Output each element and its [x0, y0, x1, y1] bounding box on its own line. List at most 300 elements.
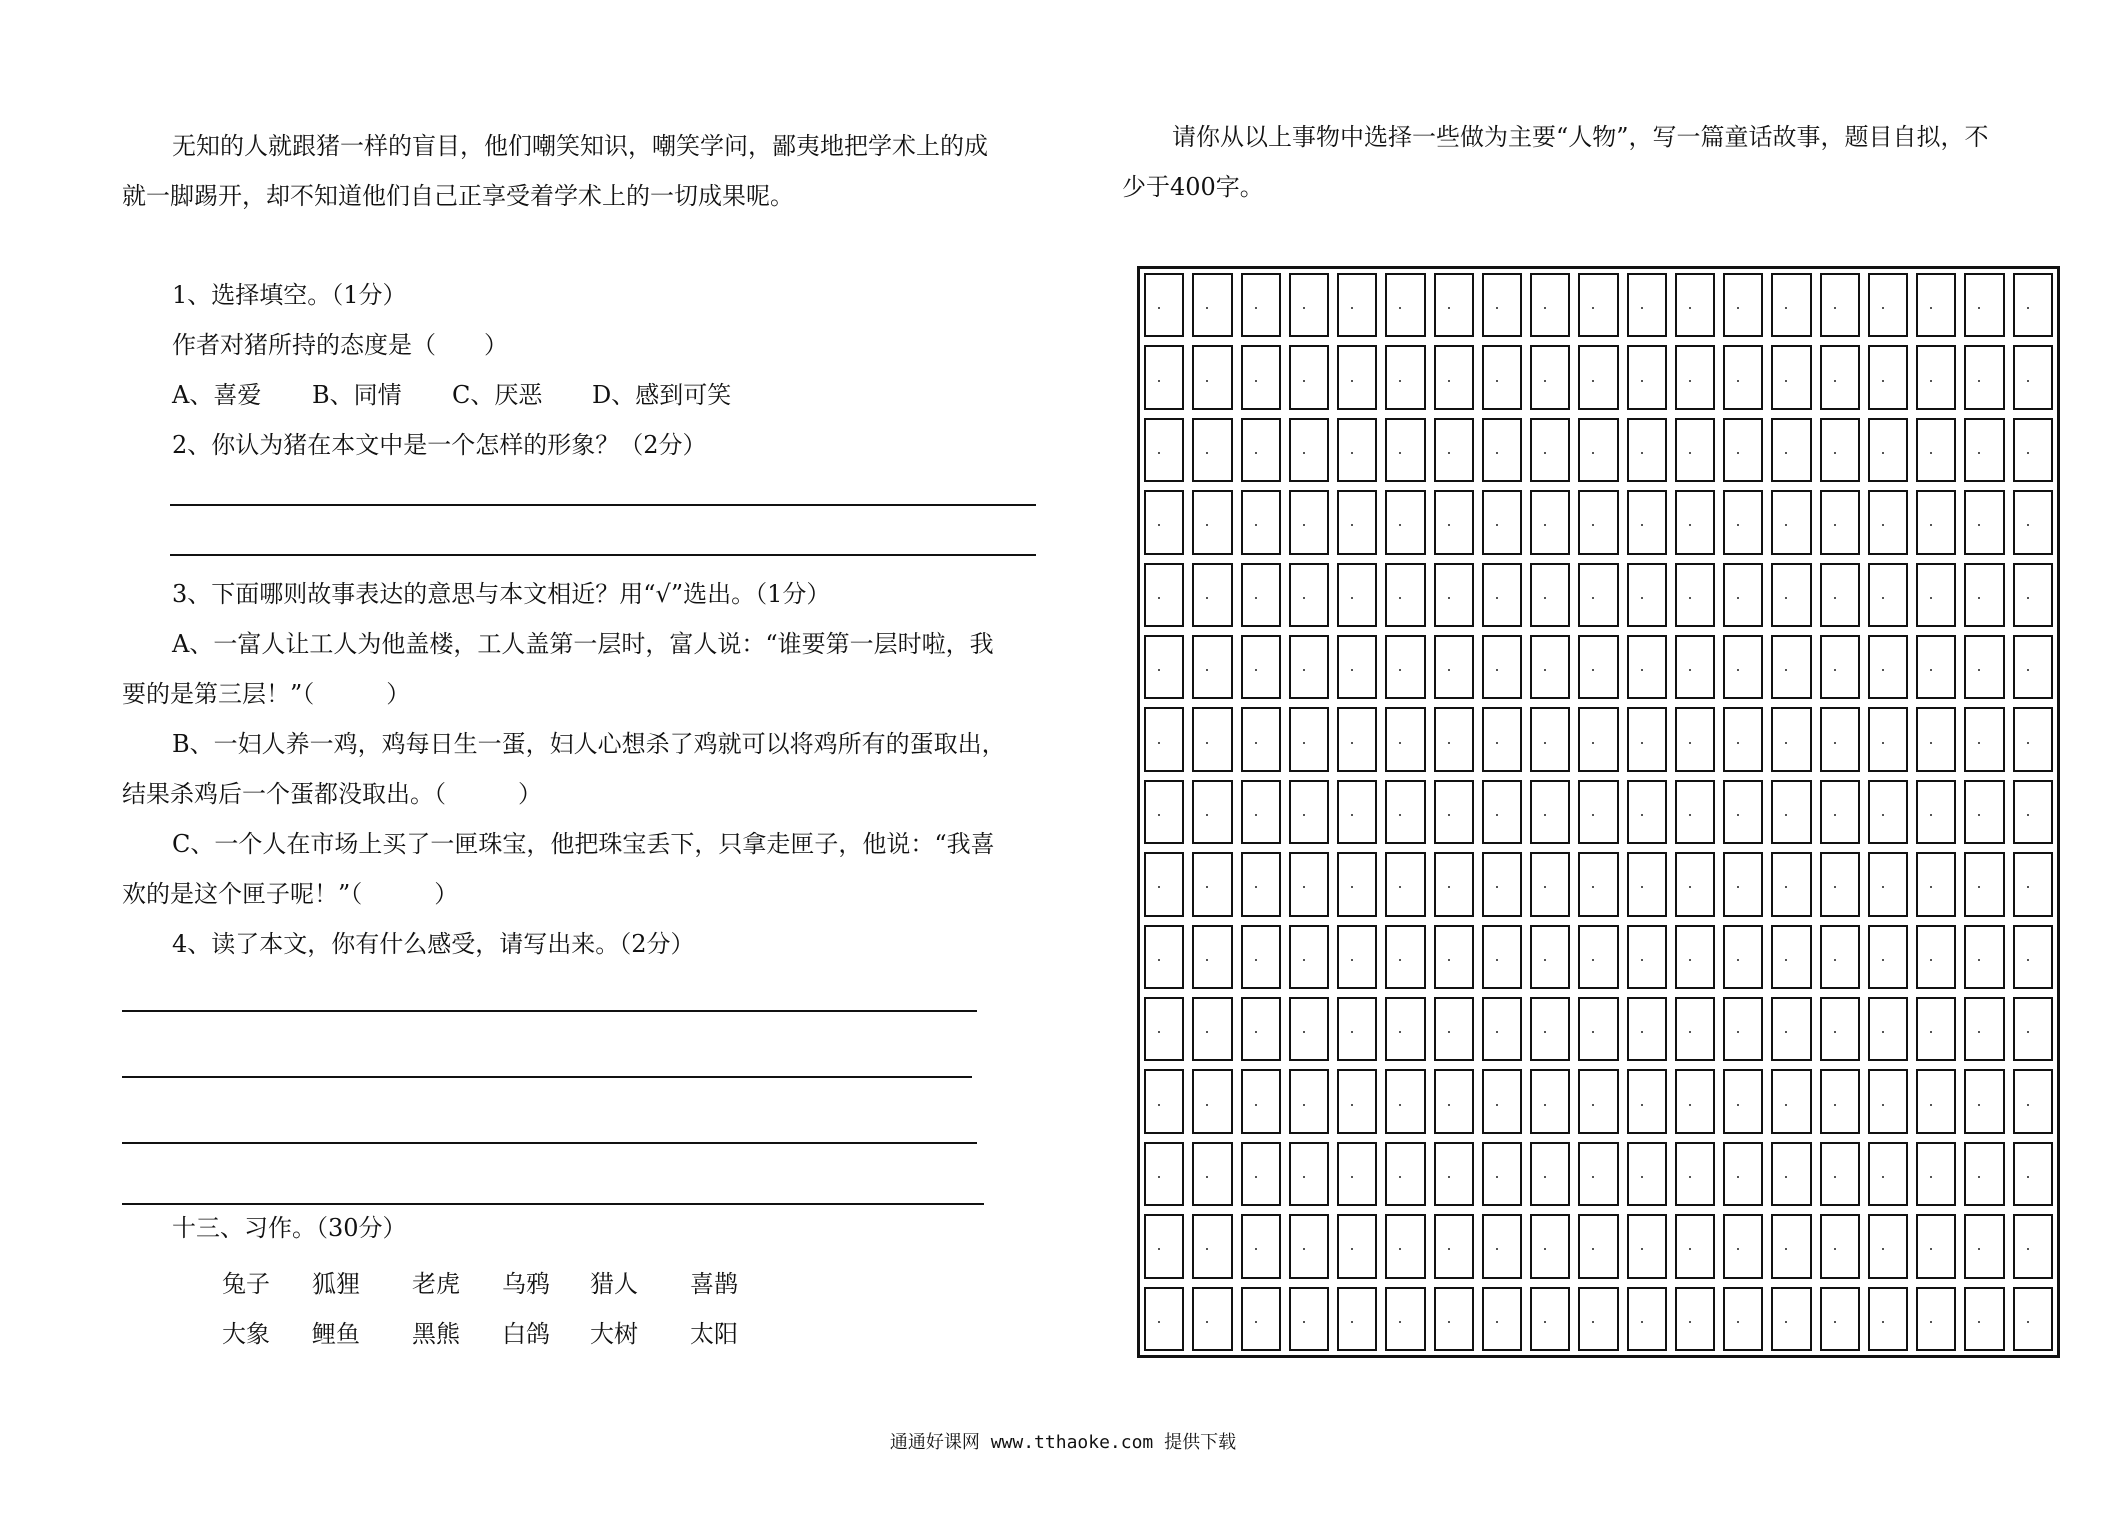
grid-cell[interactable] [1192, 1142, 1232, 1206]
grid-cell-dot [1978, 597, 1980, 599]
grid-cell-dot [1351, 1321, 1353, 1323]
grid-cell[interactable] [1627, 707, 1667, 771]
grid-cell[interactable] [2013, 273, 2053, 337]
q4-answer-line-1[interactable] [122, 1010, 977, 1012]
grid-cell[interactable] [2013, 707, 2053, 771]
grid-cell[interactable] [1868, 563, 1908, 627]
grid-cell[interactable] [2013, 1287, 2053, 1351]
grid-cell[interactable] [1385, 418, 1425, 482]
grid-cell[interactable] [1771, 635, 1811, 699]
grid-cell[interactable] [1964, 1287, 2004, 1351]
grid-cell[interactable] [2013, 635, 2053, 699]
grid-cell[interactable] [1820, 780, 1860, 844]
grid-cell-dot [1496, 597, 1498, 599]
grid-cell[interactable] [1627, 1214, 1667, 1278]
grid-cell[interactable] [1192, 780, 1232, 844]
grid-cell[interactable] [1530, 925, 1570, 989]
grid-cell-dot [1930, 1104, 1932, 1106]
grid-cell[interactable] [1771, 780, 1811, 844]
grid-cell[interactable] [1530, 780, 1570, 844]
grid-cell[interactable] [1482, 1069, 1522, 1133]
grid-cell[interactable] [1868, 707, 1908, 771]
grid-cell[interactable] [1675, 997, 1715, 1061]
grid-cell[interactable] [1241, 925, 1281, 989]
grid-cell[interactable] [1192, 273, 1232, 337]
grid-cell[interactable] [1385, 1142, 1425, 1206]
grid-cell[interactable] [1964, 418, 2004, 482]
grid-cell[interactable] [1482, 852, 1522, 916]
grid-cell[interactable] [1771, 273, 1811, 337]
grid-cell-dot [1206, 1321, 1208, 1323]
grid-cell[interactable] [1434, 345, 1474, 409]
q4-answer-line-2[interactable] [122, 1076, 972, 1078]
grid-cell[interactable] [1964, 852, 2004, 916]
grid-cell[interactable] [1771, 997, 1811, 1061]
grid-cell[interactable] [1241, 418, 1281, 482]
grid-cell[interactable] [1578, 563, 1618, 627]
grid-cell[interactable] [1578, 852, 1618, 916]
grid-cell[interactable] [1192, 345, 1232, 409]
grid-cell[interactable] [1578, 635, 1618, 699]
grid-cell[interactable] [1530, 635, 1570, 699]
grid-cell[interactable] [1434, 780, 1474, 844]
grid-cell[interactable] [1820, 490, 1860, 554]
grid-cell[interactable] [1482, 997, 1522, 1061]
grid-cell[interactable] [2013, 418, 2053, 482]
grid-cell[interactable] [1771, 418, 1811, 482]
grid-cell[interactable] [2013, 1069, 2053, 1133]
grid-cell[interactable] [1144, 1142, 1184, 1206]
grid-cell[interactable] [1385, 925, 1425, 989]
grid-cell[interactable] [1627, 852, 1667, 916]
grid-cell[interactable] [1916, 418, 1956, 482]
grid-cell[interactable] [1675, 418, 1715, 482]
grid-cell[interactable] [1675, 925, 1715, 989]
grid-cell[interactable] [1820, 1214, 1860, 1278]
grid-cell[interactable] [1289, 852, 1329, 916]
grid-cell[interactable] [1144, 852, 1184, 916]
grid-cell[interactable] [1675, 635, 1715, 699]
grid-cell[interactable] [1916, 490, 1956, 554]
grid-cell[interactable] [1868, 1287, 1908, 1351]
grid-cell[interactable] [1289, 1069, 1329, 1133]
grid-cell[interactable] [1868, 1069, 1908, 1133]
grid-cell[interactable] [1627, 1287, 1667, 1351]
grid-cell[interactable] [1771, 345, 1811, 409]
grid-cell[interactable] [1578, 1287, 1618, 1351]
grid-cell[interactable] [1627, 418, 1667, 482]
grid-cell[interactable] [1723, 1069, 1763, 1133]
grid-cell[interactable] [1241, 273, 1281, 337]
grid-cell[interactable] [1434, 852, 1474, 916]
grid-cell[interactable] [1627, 780, 1667, 844]
grid-cell[interactable] [1289, 1214, 1329, 1278]
grid-cell[interactable] [1144, 345, 1184, 409]
grid-cell[interactable] [1337, 925, 1377, 989]
grid-cell[interactable] [1578, 345, 1618, 409]
grid-cell[interactable] [1289, 1287, 1329, 1351]
grid-cell[interactable] [1289, 1142, 1329, 1206]
grid-cell[interactable] [1868, 490, 1908, 554]
grid-cell[interactable] [1820, 563, 1860, 627]
grid-cell[interactable] [1916, 925, 1956, 989]
grid-cell[interactable] [1916, 273, 1956, 337]
grid-cell[interactable] [1289, 345, 1329, 409]
grid-cell[interactable] [1241, 563, 1281, 627]
grid-cell[interactable] [1482, 780, 1522, 844]
grid-cell[interactable] [1530, 1069, 1570, 1133]
grid-cell[interactable] [1144, 997, 1184, 1061]
grid-cell[interactable] [1530, 1287, 1570, 1351]
essay-writing-grid[interactable] [1137, 266, 2060, 1358]
grid-cell[interactable] [1820, 1142, 1860, 1206]
grid-cell[interactable] [1337, 563, 1377, 627]
grid-cell[interactable] [1627, 563, 1667, 627]
grid-cell[interactable] [1434, 997, 1474, 1061]
grid-cell[interactable] [1771, 1142, 1811, 1206]
grid-cell[interactable] [1578, 780, 1618, 844]
grid-cell[interactable] [1723, 852, 1763, 916]
grid-cell[interactable] [1627, 997, 1667, 1061]
grid-cell[interactable] [1385, 635, 1425, 699]
grid-cell[interactable] [1482, 925, 1522, 989]
grid-cell[interactable] [1627, 1142, 1667, 1206]
grid-cell[interactable] [1723, 997, 1763, 1061]
grid-cell[interactable] [1964, 997, 2004, 1061]
grid-cell[interactable] [1482, 563, 1522, 627]
grid-cell[interactable] [2013, 925, 2053, 989]
grid-cell[interactable] [1144, 1287, 1184, 1351]
grid-cell[interactable] [1337, 1214, 1377, 1278]
grid-cell[interactable] [1723, 925, 1763, 989]
grid-cell[interactable] [1530, 997, 1570, 1061]
grid-cell[interactable] [1241, 1287, 1281, 1351]
grid-cell[interactable] [2013, 852, 2053, 916]
grid-cell[interactable] [1530, 852, 1570, 916]
grid-cell[interactable] [1627, 273, 1667, 337]
grid-cell[interactable] [1627, 635, 1667, 699]
grid-cell[interactable] [1385, 707, 1425, 771]
grid-cell[interactable] [1916, 1142, 1956, 1206]
grid-cell[interactable] [1434, 418, 1474, 482]
grid-cell[interactable] [1289, 925, 1329, 989]
grid-cell[interactable] [1868, 635, 1908, 699]
grid-cell[interactable] [1482, 1142, 1522, 1206]
grid-cell[interactable] [1289, 273, 1329, 337]
grid-cell[interactable] [1337, 780, 1377, 844]
grid-cell[interactable] [1675, 1069, 1715, 1133]
grid-cell[interactable] [1964, 345, 2004, 409]
grid-cell[interactable] [1675, 852, 1715, 916]
grid-cell[interactable] [1434, 490, 1474, 554]
grid-cell[interactable] [1241, 1214, 1281, 1278]
grid-cell[interactable] [1964, 635, 2004, 699]
grid-cell[interactable] [1241, 635, 1281, 699]
grid-cell[interactable] [1578, 418, 1618, 482]
grid-cell[interactable] [1530, 490, 1570, 554]
grid-cell[interactable] [1482, 273, 1522, 337]
grid-cell[interactable] [2013, 780, 2053, 844]
grid-cell[interactable] [1144, 635, 1184, 699]
grid-cell[interactable] [1241, 780, 1281, 844]
grid-cell[interactable] [1868, 1142, 1908, 1206]
grid-cell[interactable] [1337, 1287, 1377, 1351]
grid-cell[interactable] [1337, 490, 1377, 554]
grid-cell[interactable] [1192, 490, 1232, 554]
grid-cell[interactable] [1289, 780, 1329, 844]
grid-cell[interactable] [1820, 925, 1860, 989]
grid-cell[interactable] [1289, 490, 1329, 554]
grid-cell[interactable] [1192, 997, 1232, 1061]
grid-cell[interactable] [1723, 345, 1763, 409]
grid-cell[interactable] [1964, 490, 2004, 554]
grid-cell[interactable] [1337, 635, 1377, 699]
grid-cell[interactable] [1820, 707, 1860, 771]
grid-cell[interactable] [1868, 852, 1908, 916]
grid-cell[interactable] [1385, 1069, 1425, 1133]
grid-cell[interactable] [1337, 1069, 1377, 1133]
grid-cell[interactable] [1482, 635, 1522, 699]
grid-cell[interactable] [1144, 563, 1184, 627]
grid-cell[interactable] [1771, 563, 1811, 627]
grid-cell[interactable] [1385, 563, 1425, 627]
grid-cell[interactable] [1337, 1142, 1377, 1206]
grid-cell[interactable] [1578, 273, 1618, 337]
grid-cell[interactable] [1434, 707, 1474, 771]
grid-cell[interactable] [1289, 418, 1329, 482]
grid-cell[interactable] [1241, 490, 1281, 554]
grid-cell[interactable] [1434, 1287, 1474, 1351]
grid-cell[interactable] [1627, 925, 1667, 989]
grid-cell[interactable] [1675, 273, 1715, 337]
grid-cell[interactable] [1868, 780, 1908, 844]
grid-cell[interactable] [1385, 1214, 1425, 1278]
grid-cell[interactable] [1578, 1142, 1618, 1206]
grid-cell[interactable] [1530, 1142, 1570, 1206]
grid-cell[interactable] [1337, 852, 1377, 916]
grid-cell[interactable] [1385, 852, 1425, 916]
section-13-title: 十三、习作。（30分） [172, 1214, 407, 1242]
grid-cell[interactable] [1916, 345, 1956, 409]
grid-cell[interactable] [2013, 1214, 2053, 1278]
grid-cell[interactable] [1144, 273, 1184, 337]
grid-cell[interactable] [1192, 1069, 1232, 1133]
grid-cell[interactable] [1771, 1287, 1811, 1351]
grid-cell[interactable] [1771, 490, 1811, 554]
grid-cell[interactable] [1868, 997, 1908, 1061]
grid-cell[interactable] [1482, 345, 1522, 409]
grid-cell[interactable] [1916, 563, 1956, 627]
grid-cell[interactable] [1144, 707, 1184, 771]
grid-cell[interactable] [1771, 1069, 1811, 1133]
grid-cell[interactable] [1675, 490, 1715, 554]
grid-cell[interactable] [1144, 1069, 1184, 1133]
grid-cell[interactable] [1144, 1214, 1184, 1278]
grid-cell[interactable] [1385, 345, 1425, 409]
grid-cell[interactable] [2013, 345, 2053, 409]
grid-cell[interactable] [1820, 273, 1860, 337]
grid-cell[interactable] [1820, 418, 1860, 482]
grid-cell[interactable] [1144, 925, 1184, 989]
grid-cell[interactable] [1868, 925, 1908, 989]
grid-cell[interactable] [1723, 563, 1763, 627]
grid-cell[interactable] [1771, 852, 1811, 916]
grid-cell[interactable] [1771, 925, 1811, 989]
grid-cell[interactable] [1530, 345, 1570, 409]
grid-cell[interactable] [1964, 1142, 2004, 1206]
grid-cell[interactable] [1675, 563, 1715, 627]
grid-cell[interactable] [1723, 490, 1763, 554]
grid-cell[interactable] [1434, 1142, 1474, 1206]
grid-cell[interactable] [1820, 1069, 1860, 1133]
grid-cell[interactable] [1723, 1287, 1763, 1351]
grid-cell[interactable] [1241, 345, 1281, 409]
grid-cell[interactable] [1964, 273, 2004, 337]
grid-cell[interactable] [1482, 418, 1522, 482]
grid-cell[interactable] [1820, 1287, 1860, 1351]
grid-cell[interactable] [1144, 418, 1184, 482]
grid-cell[interactable] [1675, 345, 1715, 409]
grid-cell[interactable] [1964, 1069, 2004, 1133]
grid-cell[interactable] [1916, 852, 1956, 916]
q4-answer-line-4[interactable] [122, 1203, 984, 1205]
grid-cell[interactable] [1868, 1214, 1908, 1278]
grid-cell[interactable] [1578, 490, 1618, 554]
grid-cell[interactable] [1337, 345, 1377, 409]
grid-cell[interactable] [1530, 418, 1570, 482]
grid-cell[interactable] [1675, 1142, 1715, 1206]
grid-cell[interactable] [1723, 1142, 1763, 1206]
grid-cell[interactable] [1192, 418, 1232, 482]
grid-cell[interactable] [1289, 635, 1329, 699]
grid-cell[interactable] [1530, 1214, 1570, 1278]
grid-cell[interactable] [1434, 1214, 1474, 1278]
grid-cell[interactable] [1916, 1287, 1956, 1351]
grid-cell[interactable] [1964, 780, 2004, 844]
grid-cell[interactable] [1627, 345, 1667, 409]
grid-cell[interactable] [1675, 780, 1715, 844]
grid-cell[interactable] [1723, 273, 1763, 337]
grid-cell[interactable] [1434, 925, 1474, 989]
grid-cell[interactable] [2013, 997, 2053, 1061]
grid-cell[interactable] [1627, 1069, 1667, 1133]
grid-cell[interactable] [1192, 635, 1232, 699]
grid-cell[interactable] [1434, 635, 1474, 699]
grid-cell[interactable] [1916, 635, 1956, 699]
grid-cell[interactable] [1192, 1214, 1232, 1278]
grid-cell[interactable] [1385, 490, 1425, 554]
grid-cell[interactable] [1868, 273, 1908, 337]
grid-cell[interactable] [1675, 1287, 1715, 1351]
grid-cell[interactable] [1337, 707, 1377, 771]
grid-cell[interactable] [1434, 1069, 1474, 1133]
grid-cell[interactable] [1916, 1214, 1956, 1278]
grid-cell[interactable] [1434, 563, 1474, 627]
grid-cell[interactable] [1241, 852, 1281, 916]
grid-cell[interactable] [1723, 418, 1763, 482]
grid-cell[interactable] [1627, 490, 1667, 554]
grid-cell[interactable] [1192, 707, 1232, 771]
grid-cell[interactable] [1385, 780, 1425, 844]
grid-cell[interactable] [1916, 707, 1956, 771]
grid-cell[interactable] [1530, 273, 1570, 337]
grid-cell[interactable] [1723, 1214, 1763, 1278]
grid-cell[interactable] [1578, 997, 1618, 1061]
grid-cell[interactable] [1964, 925, 2004, 989]
grid-cell[interactable] [1820, 345, 1860, 409]
grid-cell[interactable] [1868, 345, 1908, 409]
grid-cell[interactable] [1482, 1287, 1522, 1351]
grid-cell[interactable] [1723, 707, 1763, 771]
grid-cell[interactable] [1964, 1214, 2004, 1278]
grid-cell[interactable] [1530, 707, 1570, 771]
grid-cell[interactable] [1820, 635, 1860, 699]
grid-cell[interactable] [1916, 1069, 1956, 1133]
grid-cell[interactable] [1144, 780, 1184, 844]
grid-cell[interactable] [1289, 707, 1329, 771]
grid-cell[interactable] [2013, 490, 2053, 554]
grid-cell[interactable] [1192, 563, 1232, 627]
grid-cell[interactable] [1337, 273, 1377, 337]
grid-cell[interactable] [1337, 418, 1377, 482]
grid-cell[interactable] [1578, 1214, 1618, 1278]
grid-cell[interactable] [1385, 273, 1425, 337]
q4-answer-line-3[interactable] [122, 1142, 977, 1144]
grid-cell[interactable] [1289, 997, 1329, 1061]
grid-cell[interactable] [1578, 1069, 1618, 1133]
grid-cell[interactable] [1289, 563, 1329, 627]
grid-cell[interactable] [1820, 852, 1860, 916]
grid-cell[interactable] [1434, 273, 1474, 337]
word-black-bear: 黑熊 [412, 1320, 460, 1348]
grid-cell[interactable] [1675, 1214, 1715, 1278]
grid-cell[interactable] [1530, 563, 1570, 627]
grid-cell[interactable] [1675, 707, 1715, 771]
grid-cell[interactable] [1337, 997, 1377, 1061]
grid-cell[interactable] [1241, 1142, 1281, 1206]
grid-cell[interactable] [1578, 707, 1618, 771]
q2-answer-line-1[interactable] [170, 504, 1036, 506]
grid-cell[interactable] [1241, 1069, 1281, 1133]
grid-cell[interactable] [1482, 707, 1522, 771]
grid-cell[interactable] [1192, 925, 1232, 989]
grid-cell[interactable] [1820, 997, 1860, 1061]
grid-cell[interactable] [1192, 1287, 1232, 1351]
grid-cell[interactable] [1241, 997, 1281, 1061]
grid-cell[interactable] [1723, 780, 1763, 844]
grid-cell[interactable] [2013, 563, 2053, 627]
grid-cell[interactable] [1868, 418, 1908, 482]
grid-cell[interactable] [1482, 1214, 1522, 1278]
grid-cell[interactable] [1723, 635, 1763, 699]
grid-cell[interactable] [1771, 707, 1811, 771]
grid-cell[interactable] [1916, 997, 1956, 1061]
grid-cell[interactable] [1771, 1214, 1811, 1278]
grid-cell[interactable] [1144, 490, 1184, 554]
grid-cell[interactable] [1192, 852, 1232, 916]
grid-cell[interactable] [1916, 780, 1956, 844]
grid-cell-dot [1592, 597, 1594, 599]
grid-cell[interactable] [1964, 707, 2004, 771]
grid-cell[interactable] [1578, 925, 1618, 989]
grid-cell[interactable] [2013, 1142, 2053, 1206]
grid-cell[interactable] [1385, 997, 1425, 1061]
grid-cell[interactable] [1385, 1287, 1425, 1351]
grid-cell[interactable] [1482, 490, 1522, 554]
q2-answer-line-2[interactable] [170, 554, 1036, 556]
grid-cell[interactable] [1964, 563, 2004, 627]
grid-cell[interactable] [1241, 707, 1281, 771]
